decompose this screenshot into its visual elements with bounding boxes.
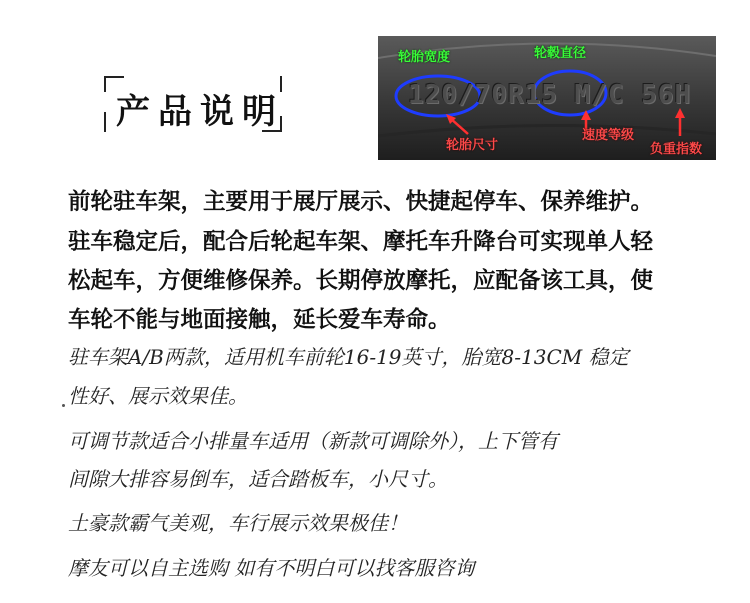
tire-sidewall-photo: [378, 36, 716, 160]
stray-dot: [62, 404, 65, 407]
label-speed-rating: 速度等级: [582, 128, 635, 143]
note-line-4: 间隙大排容易倒车，适合踏板车，小尺寸。: [68, 467, 448, 491]
frame-corner-bottom-left: [104, 112, 106, 132]
title-frame: [104, 76, 282, 132]
label-rim-diameter: 轮毂直径: [534, 46, 587, 61]
note-line-3: 可调节款适合小排量车适用（新款可调除外），上下管有: [68, 429, 558, 453]
description-line-2: 驻车稳定后，配合后轮起车架、摩托车升降台可实现单人轻: [68, 229, 654, 255]
description-line-4: 车轮不能与地面接触，延长爱车寿命。: [68, 307, 451, 333]
note-line-1: 驻车架A/B两款，适用机车前轮16-19英寸，胎宽8-13CM 稳定: [68, 345, 629, 369]
description-line-1: 前轮驻车架，主要用于展厅展示、快捷起停车、保养维护。: [68, 189, 654, 215]
description-line-3: 松起车，方便维修保养。长期停放摩托，应配备该工具，使: [68, 268, 654, 294]
tire-size-code: 120/70R15 M/C 56H: [408, 80, 692, 110]
note-line-2: 性好、展示效果佳。: [68, 384, 248, 408]
label-tire-width: 轮胎宽度: [398, 50, 451, 65]
note-line-6: 摩友可以自主选购 如有不明白可以找客服咨询: [68, 556, 475, 580]
label-tire-size: 轮胎尺寸: [446, 138, 499, 153]
page-title: 产品说明: [116, 92, 284, 132]
label-load-index: 负重指数: [650, 142, 703, 157]
note-line-5: 土豪款霸气美观，车行展示效果极佳！: [68, 511, 408, 535]
